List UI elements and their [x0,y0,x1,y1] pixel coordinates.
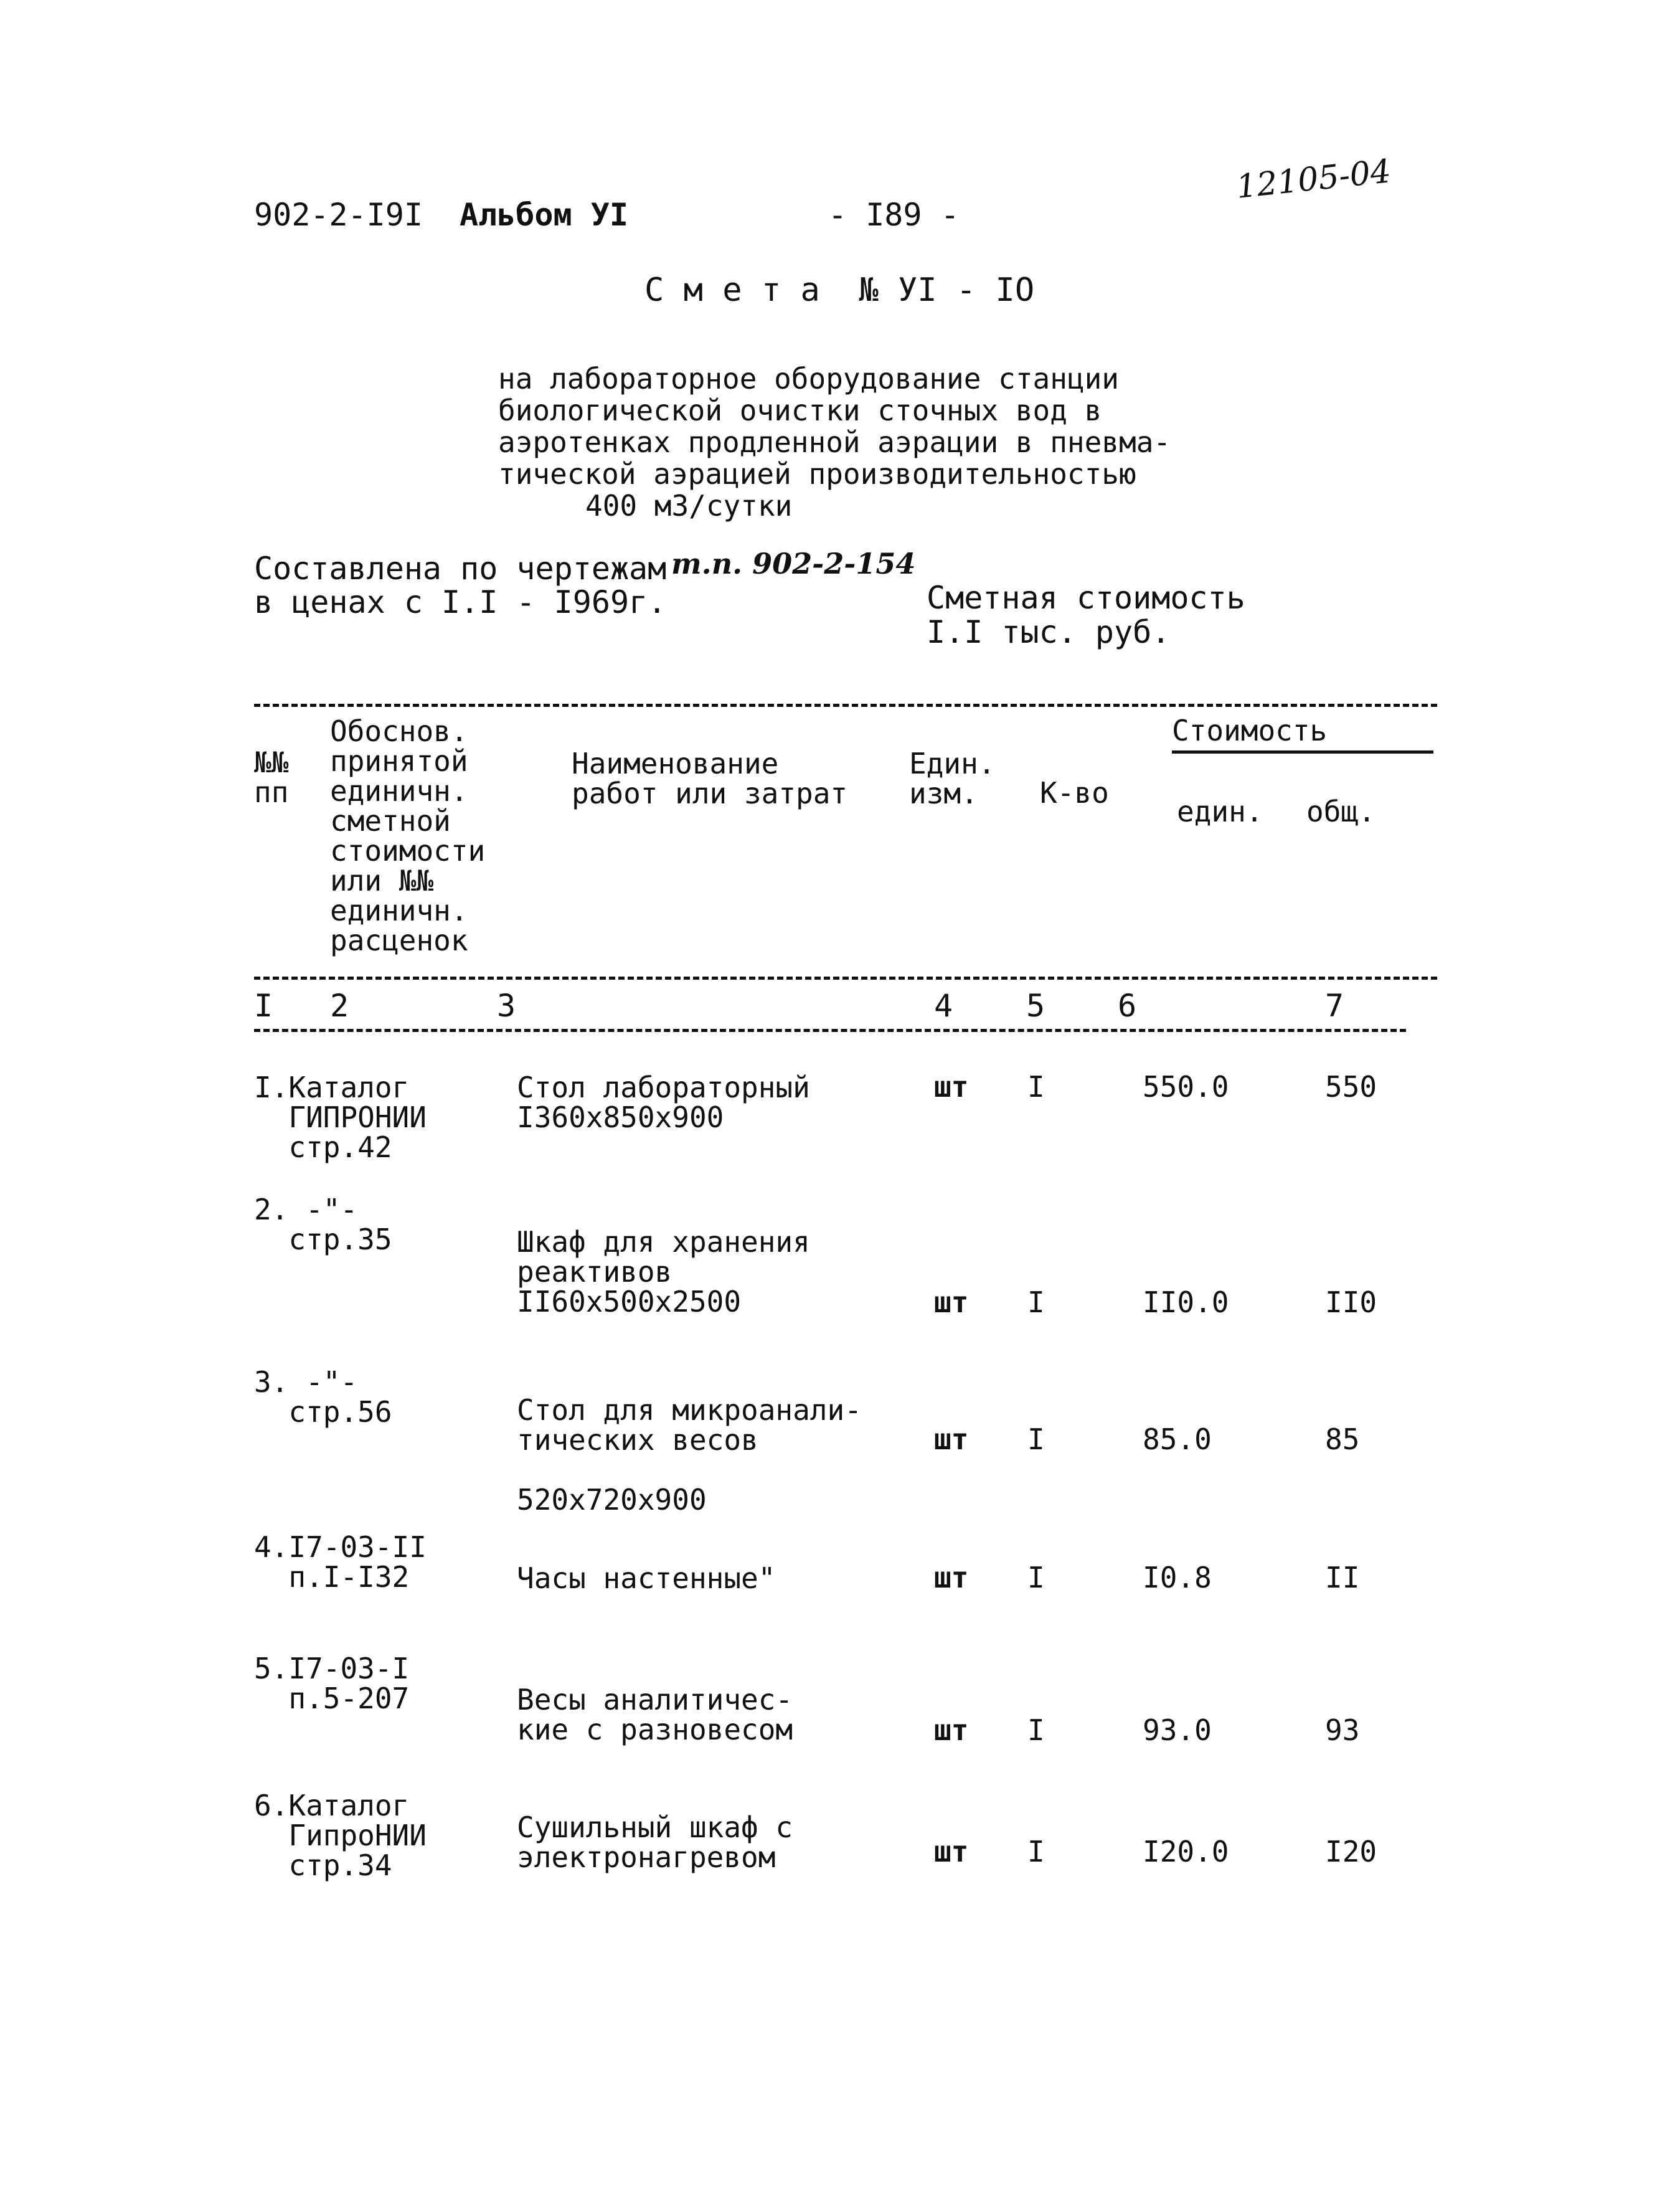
row-name: Стол лабораторный I360х850х900 [517,1071,810,1134]
colnum-2: 2 [330,988,349,1024]
row-qty: I [1027,1070,1045,1104]
header-cost-total: общ. [1306,795,1376,828]
album-label: Альбом УI [460,197,628,233]
prices-as-of: в ценах с I.I - I969г. [254,584,667,620]
row-name: Часы настенные" [517,1561,776,1595]
header-basis: Обоснов. принятой единичн. сметной стоимости или №№ единичн. расценок [330,714,486,957]
subtitle-line-3: аэротенках продленной аэрации в пневма- [498,425,1171,459]
row-unit: шт [934,1713,969,1747]
estimate-cost-label: Сметная стоимость [927,580,1245,616]
header-num: №№ пп [254,746,289,809]
row-price: II0.0 [1143,1285,1229,1319]
row-unit: шт [934,1422,969,1456]
row-price: 93.0 [1143,1713,1212,1747]
header-qty: К-во [1040,776,1109,810]
row-unit: шт [934,1285,969,1319]
document-code: 902-2-I9I [254,197,423,233]
subtitle-line-1: на лабораторное оборудование станции [498,362,1119,395]
row-basis: I.Каталог ГИПРОНИИ стр.42 [254,1071,427,1164]
row-qty: I [1027,1422,1045,1456]
table-top-rule [254,704,1437,707]
subtitle-line-2: биологической очистки сточных вод в [498,394,1102,427]
row-name: Весы аналитичес- кие с разновесом [517,1683,793,1746]
row-unit: шт [934,1561,969,1594]
row-basis: 4.I7-03-II п.I-I32 [254,1530,427,1594]
row-price: I0.8 [1143,1561,1212,1594]
estimate-title: С м е т а № УI - IO [644,272,1035,309]
row-name: Стол для микроанали- тических весов 520х720х900 [517,1393,862,1517]
handwritten-number: 12105-04 [1234,153,1393,206]
row-price: I20.0 [1143,1835,1229,1868]
row-total: II0 [1325,1285,1377,1319]
row-basis: 2. -"- стр.35 [254,1193,392,1256]
column-numbers-rule [254,1029,1406,1032]
colnum-4: 4 [934,988,953,1024]
row-price: 550.0 [1143,1070,1229,1104]
row-qty: I [1027,1835,1045,1868]
row-qty: I [1027,1561,1045,1594]
colnum-6: 6 [1118,988,1137,1024]
colnum-5: 5 [1026,988,1045,1024]
row-name: Шкаф для хранения реактивов II60х500х2500 [517,1225,810,1318]
row-basis: 6.Каталог ГипроНИИ стр.34 [254,1789,427,1882]
header-name: Наименование работ или затрат [572,747,848,810]
header-cost-unit: един. [1177,795,1263,828]
row-qty: I [1027,1285,1045,1319]
row-total: II [1325,1561,1360,1594]
colnum-3: 3 [497,988,516,1024]
page-number: - I89 - [828,197,960,233]
cost-header-rule [1172,750,1433,754]
row-qty: I [1027,1713,1045,1747]
header-cost: Стоимость [1172,714,1328,747]
row-basis: 3. -"- стр.56 [254,1365,392,1429]
row-unit: шт [934,1835,969,1868]
header-bottom-rule [254,977,1437,980]
row-total: 93 [1325,1713,1360,1747]
colnum-7: 7 [1325,988,1344,1024]
compiled-by-label: Составлена по чертежам [254,551,667,587]
row-unit: шт [934,1070,969,1104]
row-name: Сушильный шкаф с электронагревом [517,1811,793,1874]
row-total: I20 [1325,1835,1377,1868]
row-total: 85 [1325,1422,1360,1456]
subtitle-line-5: 400 м3/сутки [585,489,793,523]
row-total: 550 [1325,1070,1377,1104]
subtitle-line-4: тической аэрацией производительностью [498,457,1136,491]
compiled-ref: т.п. 902-2-154 [671,547,916,580]
row-price: 85.0 [1143,1422,1212,1456]
row-basis: 5.I7-03-I п.5-207 [254,1652,410,1715]
estimate-cost-value: I.I тыс. руб. [927,614,1171,650]
colnum-1: I [254,988,273,1024]
header-unit: Един. изм. [909,747,996,810]
